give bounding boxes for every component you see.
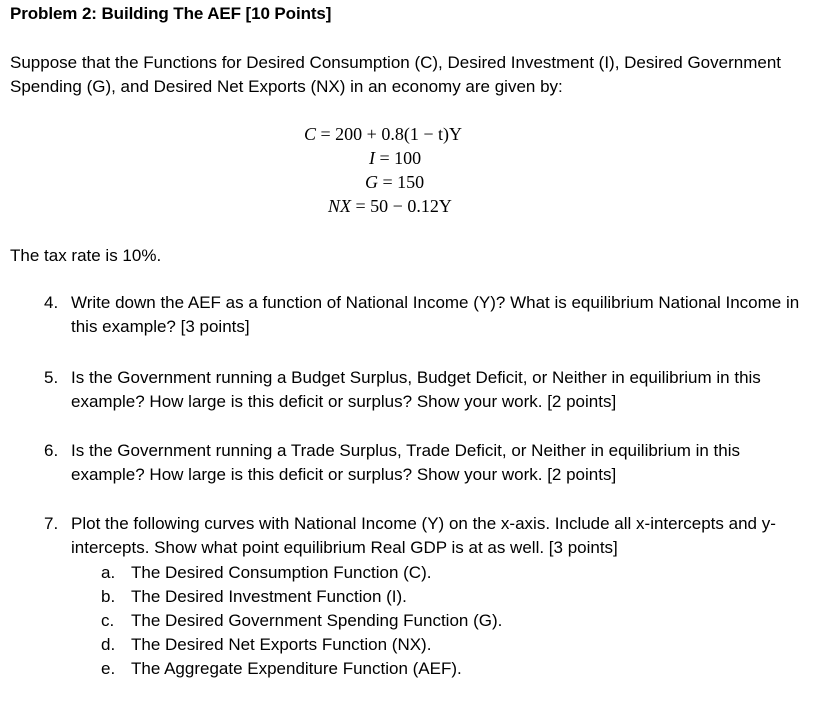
question-text: Plot the following curves with National Income (Y) on the x-axis. Include all x-intercepts and y-intercepts. Show what point equilibrium Real GDP is at as well. [3 points] [71,514,776,557]
question-number: 4. [44,293,59,312]
tax-rate-text: The tax rate is 10%. [10,246,162,265]
subitem-text: The Desired Consumption Function (C). [131,563,432,582]
equation-consumption [304,124,462,145]
equation-investment-rhs: = 100 [379,148,422,168]
equation-government [365,172,424,193]
intro-paragraph: Suppose that the Functions for Desired Consumption (C), Desired Investment (I), Desired Government Spending (G), and Desired Net Exports (NX) in an economy are given by: [10,53,782,96]
equation-government-rhs: = 150 [382,172,425,192]
subitem-text: The Aggregate Expenditure Function (AEF). [131,659,462,678]
question-6 [44,439,804,487]
question-number: 7. [44,514,59,533]
subitem-a [101,561,431,585]
subitem-text: The Desired Government Spending Function (G). [131,611,503,630]
subitem-d [101,633,431,657]
equation-consumption-rhs: = 200 + 0.8(1 − t)Y [320,124,462,144]
subitem-text: The Desired Investment Function (I). [131,587,407,606]
subitem-letter: b. [101,587,116,606]
equation-net-exports-lhs: NX [328,196,352,216]
question-number: 5. [44,368,59,387]
subitem-letter: a. [101,563,116,582]
equation-investment [369,148,421,169]
question-7 [44,512,804,560]
subitem-letter: e. [101,659,116,678]
equation-investment-lhs: I [369,148,375,168]
question-5 [44,366,804,414]
question-text: Is the Government running a Budget Surplus, Budget Deficit, or Neither in equilibrium in this example? How large is this deficit or surplus? Show your work. [2 points] [71,368,761,411]
question-text: Write down the AEF as a function of National Income (Y)? What is equilibrium National Income in this example? [3 points] [71,293,800,336]
question-4 [44,291,804,339]
equation-net-exports [328,196,452,217]
subitem-b [101,585,407,609]
subitem-letter: d. [101,635,116,654]
subitem-c [101,609,502,633]
equation-government-lhs: G [365,172,378,192]
problem-title: Problem 2: Building The AEF [10 Points] [10,4,332,23]
equation-net-exports-rhs: = 50 − 0.12Y [355,196,452,216]
subitem-letter: c. [101,611,115,630]
subitem-text: The Desired Net Exports Function (NX). [131,635,432,654]
question-text: Is the Government running a Trade Surplus, Trade Deficit, or Neither in equilibrium in this example? How large is this deficit or surplus? Show your work. [2 points] [71,441,740,484]
equation-consumption-lhs: C [304,124,317,144]
subitem-e [101,657,462,681]
question-number: 6. [44,441,59,460]
